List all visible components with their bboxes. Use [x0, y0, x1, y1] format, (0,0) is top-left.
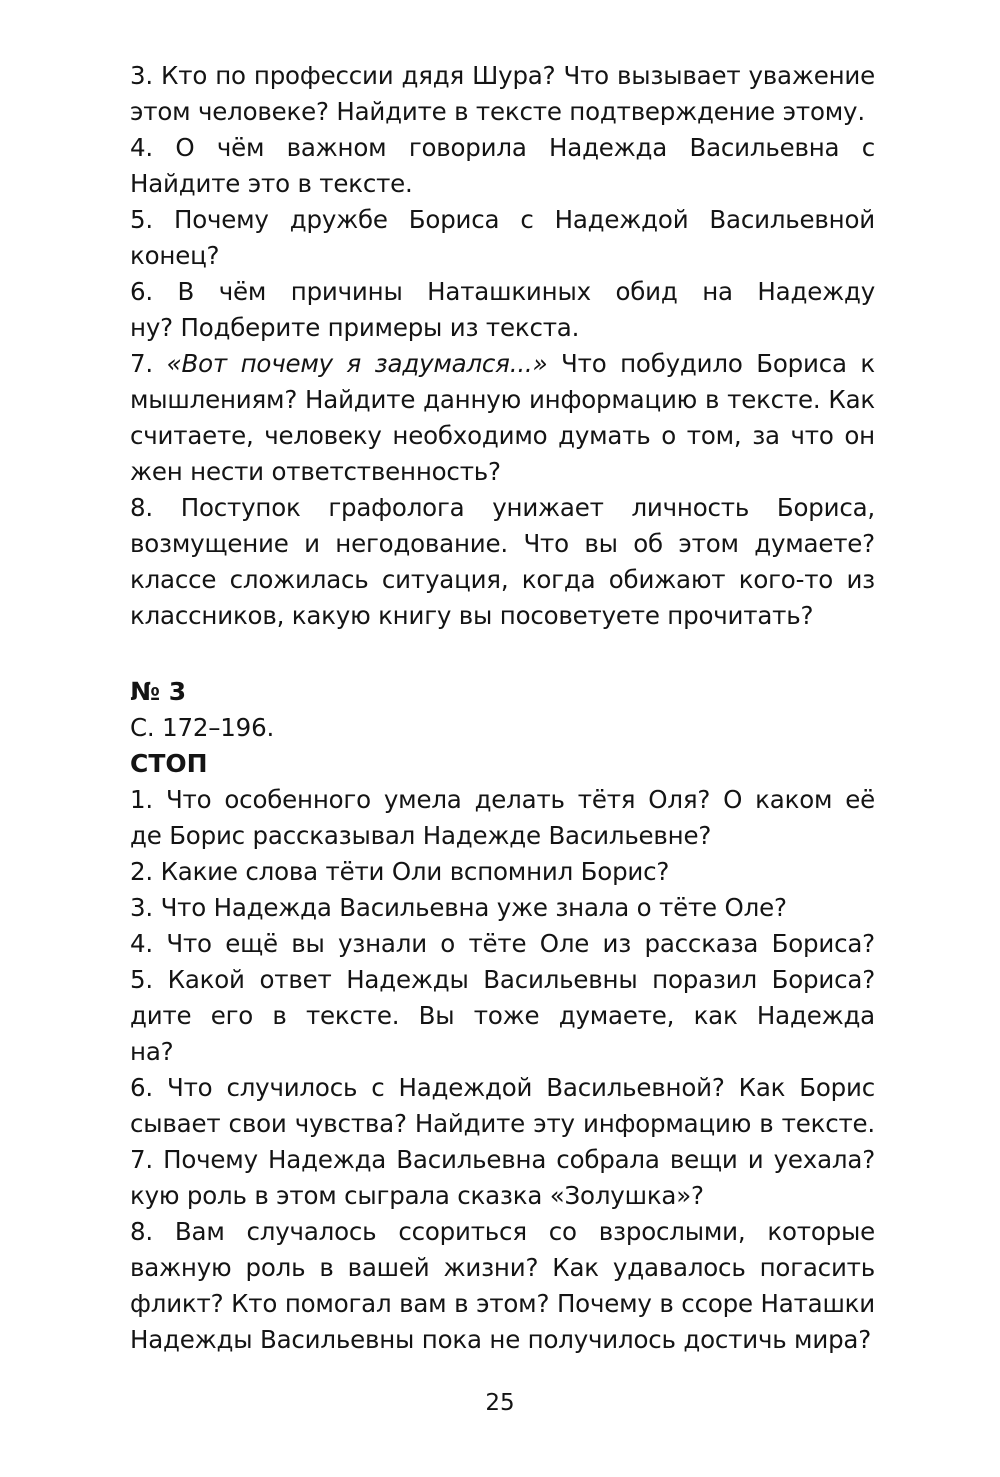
- text-line: 4. Что ещё вы узнали о тёте Оле из рассказа Бориса?: [130, 929, 875, 958]
- section-gap: [130, 634, 875, 674]
- text-line: дите его в тексте. Вы тоже думаете, как Надежда: [130, 1001, 875, 1030]
- text-line: Надежды Васильевны пока не получилось достичь мира?: [130, 1325, 872, 1354]
- text-line: возмущение и негодование. Что вы об этом думаете?: [130, 529, 875, 558]
- question-2: [130, 854, 875, 890]
- question-5: [130, 962, 875, 1070]
- question-3: [130, 890, 875, 926]
- text-line: кую роль в этом сыграла сказка «Золушка»?: [130, 1181, 704, 1210]
- question-7: [130, 1142, 875, 1214]
- text-line: 7. Почему Надежда Васильевна собрала вещи и уехала?: [130, 1145, 875, 1174]
- question-6: [130, 274, 875, 346]
- text-line: 6. В чём причины Наташкиных обид на Надежду: [130, 277, 875, 306]
- text-line: 3. Кто по профессии дядя Шура? Что вызывает уважение: [130, 61, 875, 90]
- question-3: [130, 58, 875, 130]
- question-8: [130, 1214, 875, 1358]
- question-number: 7.: [130, 349, 153, 378]
- question-7: [130, 346, 875, 490]
- text-line: считаете, человеку необходимо думать о том, за что он: [130, 421, 875, 450]
- italic-quote: «Вот почему я задумался...»: [166, 349, 548, 378]
- text-line: мышлениям? Найдите данную информацию в тексте. Как: [130, 385, 875, 414]
- text-line: 6. Что случилось с Надеждой Васильевной? Как Борис: [130, 1073, 875, 1102]
- question-6: [130, 1070, 875, 1142]
- text-line: ну? Подберите примеры из текста.: [130, 313, 580, 342]
- text-line: Найдите это в тексте.: [130, 169, 413, 198]
- text-line: жен нести ответственность?: [130, 457, 501, 486]
- text-line: 1. Что особенного умела делать тётя Оля? О каком её: [130, 785, 875, 814]
- text-line: классников, какую книгу вы посоветуете прочитать?: [130, 601, 814, 630]
- text-line: 8. Вам случалось ссориться со взрослыми, которые: [130, 1217, 875, 1246]
- document-page: [130, 58, 875, 1358]
- text-line: 5. Какой ответ Надежды Васильевны поразил Бориса?: [130, 965, 875, 994]
- text-line: 4. О чём важном говорила Надежда Васильевна с: [130, 133, 875, 162]
- text-line: 8. Поступок графолога унижает личность Бориса,: [130, 493, 875, 522]
- text-line: фликт? Кто помогал вам в этом? Почему в ссоре Наташки: [130, 1289, 875, 1318]
- text-line: де Борис рассказывал Надежде Васильевне?: [130, 821, 712, 850]
- question-1: [130, 782, 875, 854]
- text-line: важную роль в вашей жизни? Как удавалось погасить: [130, 1253, 875, 1282]
- text-line: на?: [130, 1037, 174, 1066]
- page-number: 25: [485, 1390, 515, 1416]
- text-line: конец?: [130, 241, 220, 270]
- text-line: сывает свои чувства? Найдите эту информацию в тексте.: [130, 1109, 875, 1138]
- question-8: [130, 490, 875, 634]
- text-line: 5. Почему дружбе Бориса с Надеждой Васильевной: [130, 205, 875, 234]
- text-line: классе сложилась ситуация, когда обижают кого-то из: [130, 565, 875, 594]
- question-5: [130, 202, 875, 274]
- text-line: 3. Что Надежда Васильевна уже знала о тёте Оле?: [130, 893, 787, 922]
- section-title: № 3: [130, 677, 187, 706]
- text-line: этом человеке? Найдите в тексте подтверждение этому.: [130, 97, 865, 126]
- stop-label: СТОП: [130, 749, 208, 778]
- question-4: [130, 130, 875, 202]
- question-text: Что побудило Бориса к: [561, 349, 875, 378]
- section-pages: С. 172–196.: [130, 713, 275, 742]
- text-line: 2. Какие слова тёти Оли вспомнил Борис?: [130, 857, 670, 886]
- question-4: [130, 926, 875, 962]
- text-line: [130, 346, 875, 382]
